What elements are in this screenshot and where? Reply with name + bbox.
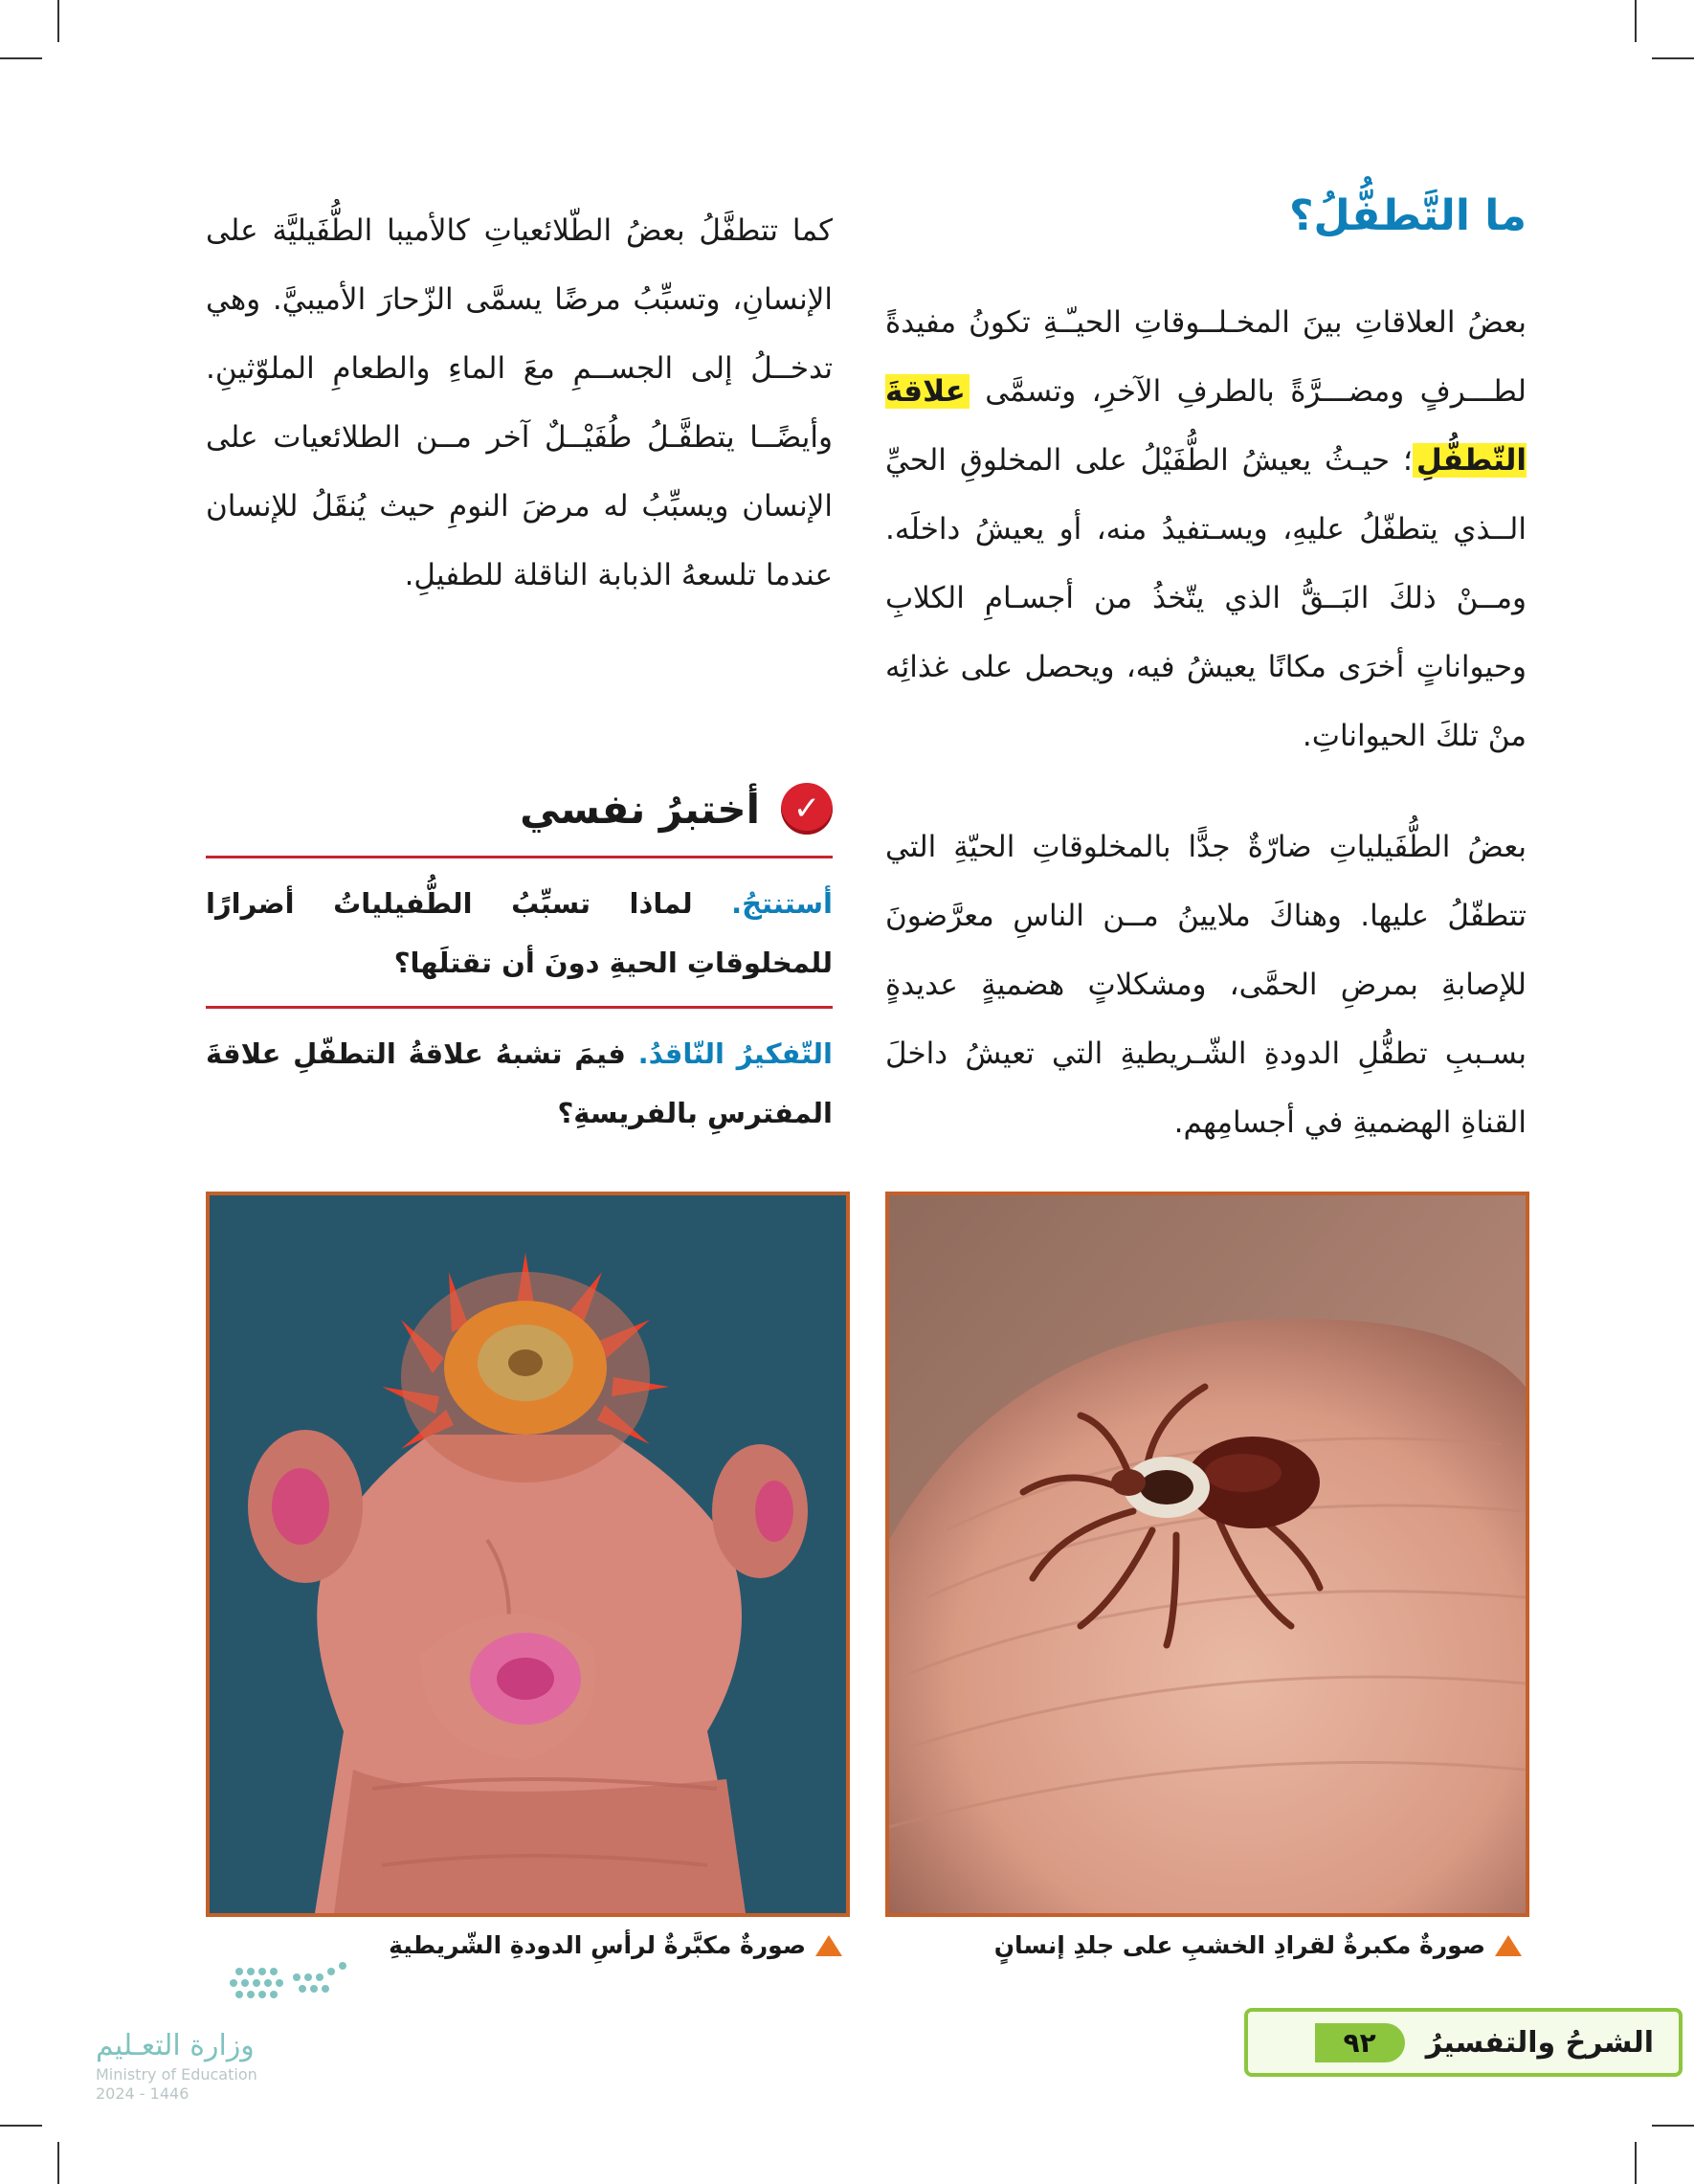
crop-mark bbox=[0, 57, 42, 59]
crop-mark bbox=[57, 0, 59, 42]
paragraph-text: بعضُ العلاقاتِ بينَ المخـلــوقاتِ الحيـّـةِ تكونُ مفيدةً لطـــرفٍ ومضـــرَّةً بالطرفِ الآخرِ، وتسمَّى bbox=[885, 304, 1527, 409]
ministry-arabic: وزارة التعـليم bbox=[96, 2029, 255, 2062]
ministry-dots-logo bbox=[96, 1952, 364, 2019]
tick-caption bbox=[994, 1931, 1522, 1959]
section-heading: ما التَّطفُّلُ؟ bbox=[1289, 191, 1527, 240]
ministry-year: 2024 - 1446 bbox=[96, 2084, 189, 2103]
self-test-header bbox=[206, 775, 833, 842]
self-test-title: أختبرُ نفسي bbox=[520, 785, 760, 833]
caption-text: صورةٌ مكبَّرةٌ لرأسِ الدودةِ الشّريطيةِ bbox=[389, 1931, 806, 1959]
triangle-bullet-icon bbox=[1495, 1935, 1522, 1956]
tick-photo bbox=[885, 1192, 1529, 1917]
tick-on-skin-image bbox=[889, 1195, 1526, 1913]
crop-mark bbox=[0, 2125, 42, 2127]
paragraph-harmful-parasites: بعضُ الطُّفَيلياتِ ضارّةٌ جدًّا بالمخلوقاتِ الحيّةِ التي تتطفّلُ عليها. وهناكَ ملايينُ مــن الناسِ معرَّضونَ للإصابةِ بمرضِ الحمَّى، ومشكلاتٍ هضميةٍ عديدةٍ بسـببِ تطفُّلِ الدودةِ الشّـريطيةِ التي تعيشُ داخلَ القناةِ الهضميةِ في أجسامِهم. bbox=[885, 829, 1527, 1140]
paragraph-protists: كما تتطفَّلُ بعضُ الطّلائعياتِ كالأميبا الطُّفَيليَّة على الإنسانِ، وتسبِّبُ مرضًا يسمَّى الزّحارَ الأميبيَّ. وهي تدخــلُ إلى الجســمِ معَ الماءِ والطعامِ الملوّثينِ. وأيضًــا يتطفَّـلُ طُفَيْــلٌ آخر مــن الطلائعيات على الإنسان ويسبِّبُ له مرضَ النومِ حيث يُنقَلُ للإنسان عندما تلسعهُ الذبابة الناقلة للطفيلِ. bbox=[206, 213, 833, 592]
triangle-bullet-icon bbox=[815, 1935, 842, 1956]
crop-mark bbox=[1635, 2142, 1637, 2184]
ministry-english: Ministry of Education bbox=[96, 2065, 257, 2084]
footer-bar bbox=[1244, 2008, 1683, 2077]
checkmark-icon: ✓ bbox=[781, 783, 833, 835]
question-infer bbox=[206, 856, 833, 992]
self-test-box bbox=[206, 775, 833, 1143]
crop-mark bbox=[1652, 2125, 1694, 2127]
tapeworm-caption bbox=[389, 1931, 842, 1959]
right-column bbox=[885, 191, 1527, 1157]
page-number: ٩٢ bbox=[1315, 2023, 1405, 2062]
crop-mark bbox=[1635, 0, 1637, 42]
ministry-logo bbox=[96, 1952, 364, 2144]
crop-mark bbox=[57, 2142, 59, 2184]
paragraph-text: ؛ حيـثُ يعيشُ الطُّفَيْلُ على المخلوقِ الحيِّ الــذي يتطفّلُ عليهِ، ويسـتفيدُ منه، أو يعيشُ داخلَه. ومــنْ ذلكَ البَــقُّ الذي يتّخذُ من أجسـامِ الكلابِ وحيواناتٍ أخرَى مكانًا يعيشُ فيه، ويحصل على غذائِه منْ تلكَ الحيواناتِ. bbox=[885, 442, 1527, 753]
tapeworm-head-image bbox=[210, 1195, 846, 1913]
question-term: التّفكيرُ النّاقدُ. bbox=[637, 1037, 833, 1070]
highlighted-term: علاقةَ التّطفُّلِ bbox=[885, 373, 1527, 478]
caption-text: صورةٌ مكبرةٌ لقرادِ الخشبِ على جلدِ إنسانٍ bbox=[993, 1931, 1485, 1959]
question-term: أستنتجُ. bbox=[731, 887, 833, 920]
question-text: فيمَ تشبهُ علاقةُ التطفّلِ علاقةَ المفترسِ بالفريسةِ؟ bbox=[206, 1037, 833, 1129]
paragraph-parasitism-definition bbox=[885, 288, 1527, 770]
left-column bbox=[206, 196, 833, 610]
question-critical-thinking bbox=[206, 1006, 833, 1143]
footer-label: الشرحُ والتفسيرُ bbox=[1425, 2025, 1654, 2060]
tapeworm-photo bbox=[206, 1192, 850, 1917]
crop-mark bbox=[1652, 57, 1694, 59]
question-text: لماذا تسبِّبُ الطُّفيلياتُ أضرارًا للمخلوقاتِ الحيةِ دونَ أن تقتلَها؟ bbox=[206, 887, 833, 979]
